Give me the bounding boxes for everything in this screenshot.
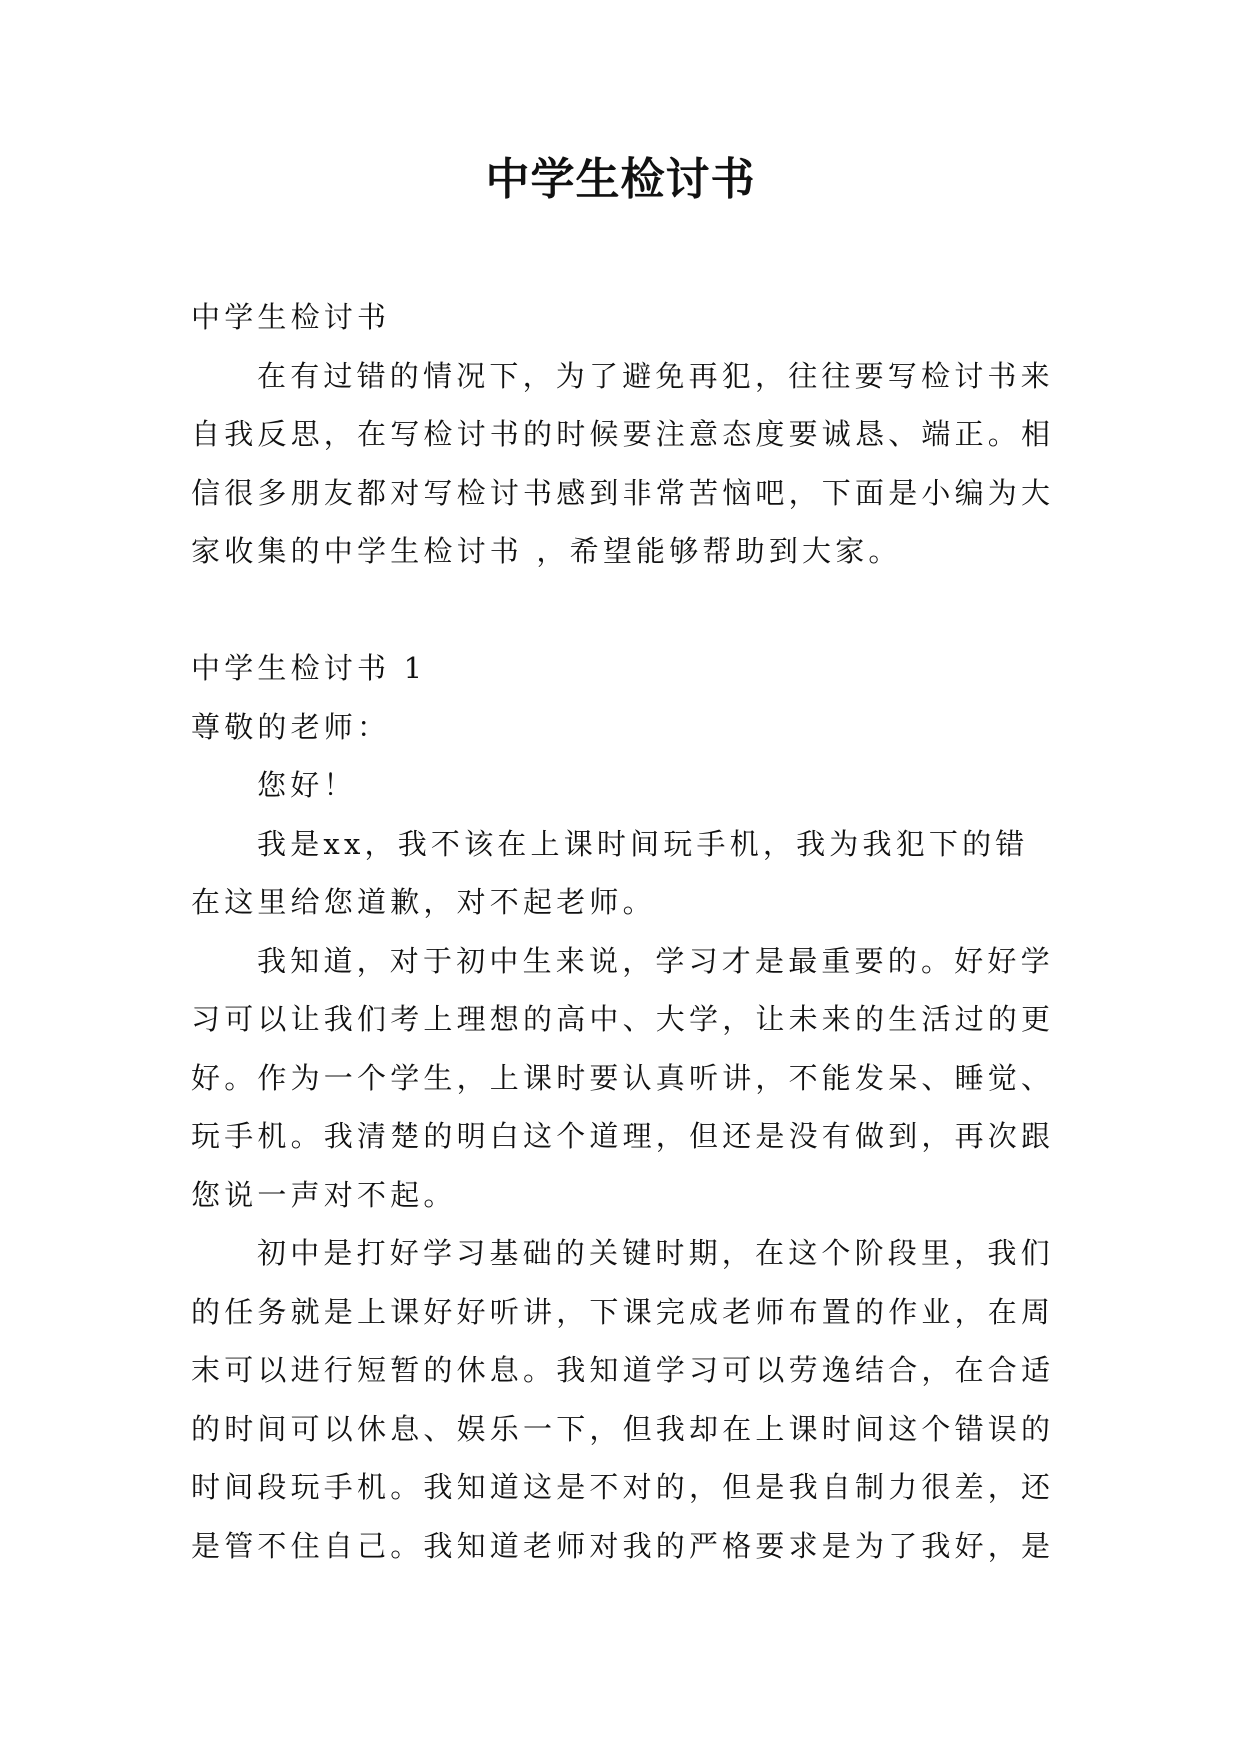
page-title: 中学生检讨书 <box>485 154 756 205</box>
section-title: 中学生检讨书 1 <box>191 651 427 685</box>
document-body <box>191 288 1061 1575</box>
intro-paragraph: 在有过错的情况下，为了避免再犯，往往要写检讨书来自我反思，在写检讨书的时候要注意态度要诚恳、端正。相信很多朋友都对写检讨书感到非常苦恼吧，下面是小编为大家收集的中学生检讨书 ，希望能够帮助到大家。 <box>191 358 1055 568</box>
document-heading: 中学生检讨书 <box>191 300 391 334</box>
body-paragraph: 我知道，对于初中生来说，学习才是最重要的。好好学习可以让我们考上理想的高中、大学，让未来的生活过的更好。作为一个学生，上课时要认真听讲，不能发呆、睡觉、玩手机。我清楚的明白这个道理，但还是没有做到，再次跟您说一声对不起。 <box>191 943 1055 1212</box>
paragraph-spacer <box>191 581 1061 640</box>
body-paragraph: 我是xx，我不该在上课时间玩手机，我为我犯下的错在这里给您道歉，对不起老师。 <box>191 826 1029 919</box>
salutation: 尊敬的老师： <box>191 709 391 744</box>
greeting: 您好！ <box>257 768 357 802</box>
body-paragraph: 初中是打好学习基础的关键时期，在这个阶段里，我们的任务就是上课好好听讲，下课完成老师布置的作业，在周末可以进行短暂的休息。我知道学习可以劳逸结合，在合适的时间可以休息、娱乐一下，但我却在上课时间这个错误的时间段玩手机。我知道这是不对的，但是我自制力很差，还是管不住自己。我知道老师对我的严格要求是为了我好，是 <box>191 1236 1055 1563</box>
